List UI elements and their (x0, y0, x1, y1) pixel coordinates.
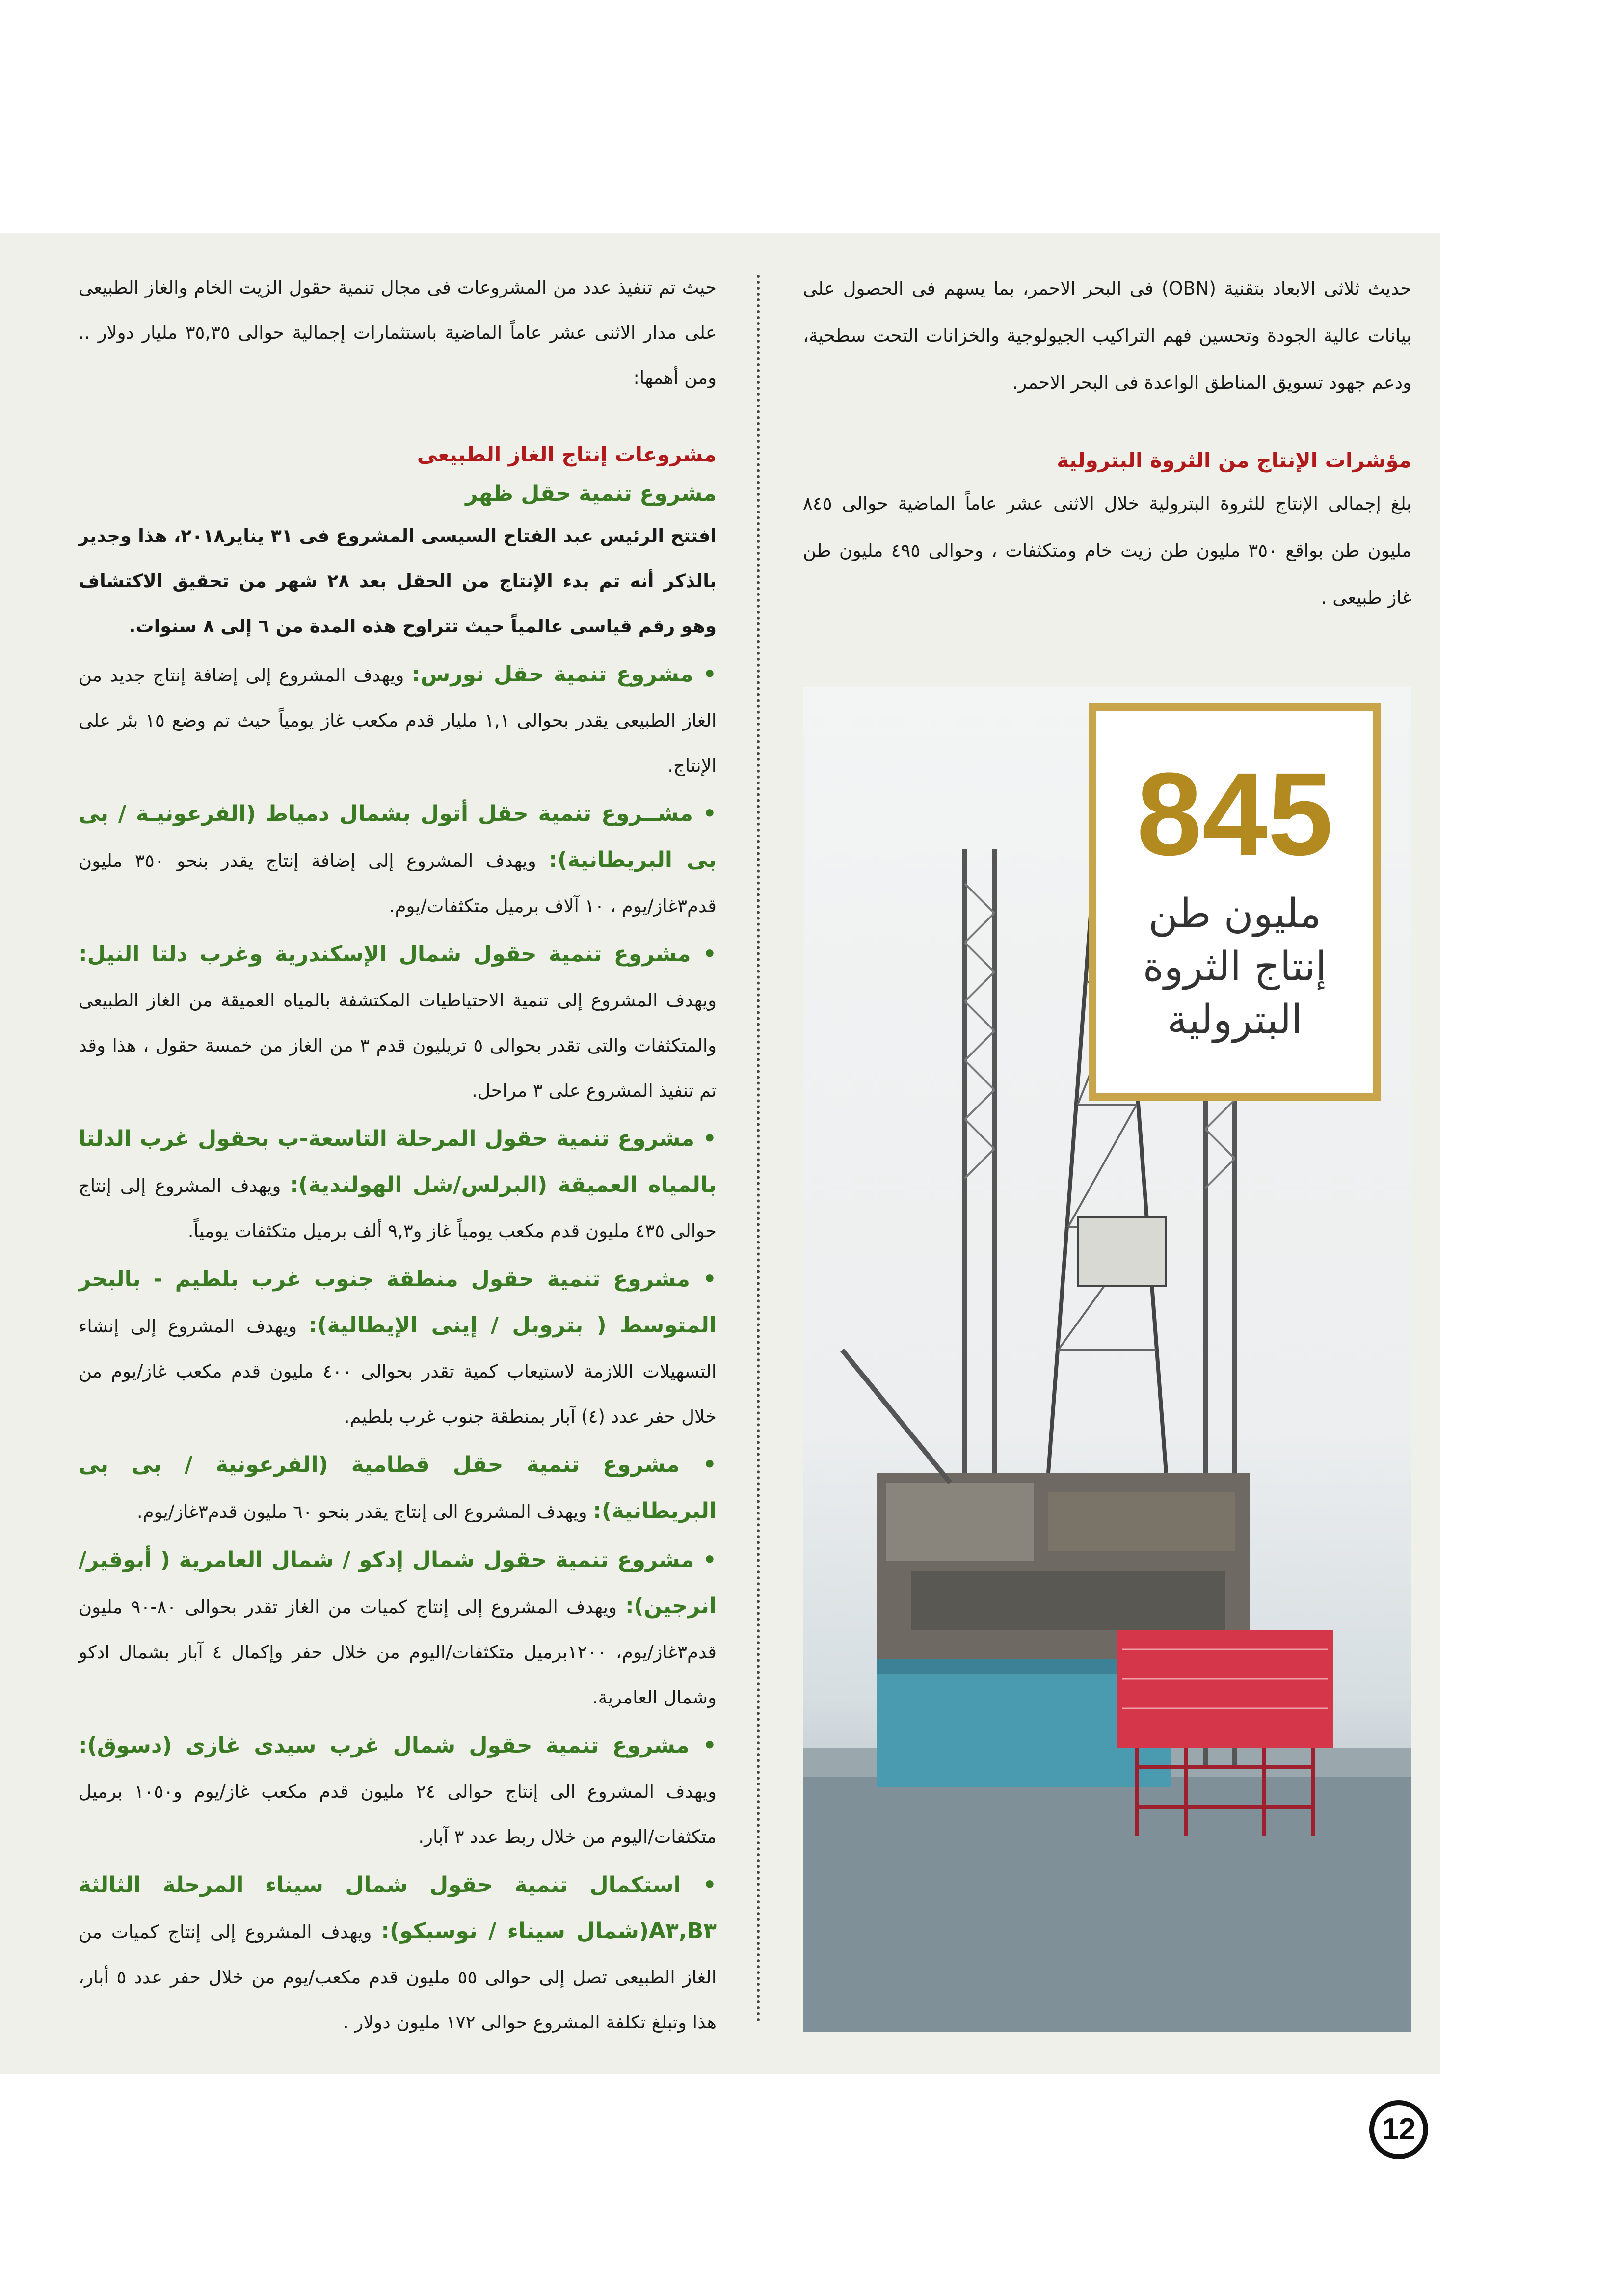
project-item (79, 1116, 717, 1254)
project-item (79, 1538, 717, 1720)
stat-line-1: مليون طن (1148, 891, 1322, 937)
project-title: • مشروع تنمية حقول شمال إدكو / شمال العامرية ( أبوقير/انرجين): (79, 1547, 717, 1619)
stat-line-2: إنتاج الثروة (1143, 944, 1327, 990)
right-intro-paragraph: حديث ثلاثى الابعاد بتقنية (OBN) فى البحر الاحمر، بما يسهم فى الحصول على بيانات عالية الجودة وتحسين فهم التراكيب الجيولوجية والخزانات التحت سطحية، ودعم جهود تسويق المناطق الواعدة فى البحر الاحمر. (803, 278, 1411, 393)
project-text: ويهدف المشروع إلى إنتاج كميات من الغاز الطبيعى تصل إلى حوالى ٥٥ مليون قدم مكعب/يوم من خلال حفر عدد ٥ أبار، هذا وتبلغ تكلفة المشروع حوالى ١٧٢ مليون دولار . (79, 1921, 717, 2033)
project-title: • مشروع تنمية حقول منطقة جنوب غرب بلطيم - بالبحر المتوسط ( بتروبل / إينى الإيطالية): (79, 1267, 717, 1338)
project-text: ويهدف المشروع الى إنتاج حوالى ٢٤ مليون قدم مكعب غاز/يوم و١٠٥٠ برميل متكثفات/اليوم من خلال ربط عدد ٣ آبار. (79, 1781, 717, 1847)
project-text: ويهدف المشروع إلى إضافة إنتاج جديد من الغاز الطبيعى يقدر بحوالى ١,١ مليار قدم مكعب غاز يومياً حيث تم وضع ١٥ بئر على الإنتاج. (79, 665, 717, 776)
gas-projects-heading: مشروعات إنتاج الغاز الطبيعى (417, 442, 717, 466)
left-intro-paragraph: حيث تم تنفيذ عدد من المشروعات فى مجال تنمية حقول الزيت الخام والغاز الطبيعى على مدار الاثنى عشر عاماً الماضية باستثمارات إجمالية حوالى ٣٥,٣٥ مليار دولار .. ومن أهمها: (79, 277, 717, 388)
column-divider (757, 275, 760, 2023)
project-item (79, 1863, 717, 2045)
project-item (79, 652, 717, 788)
stat-line-3: البترولية (1167, 997, 1303, 1043)
production-indicators-heading: مؤشرات الإنتاج من الثروة البترولية (1057, 448, 1411, 472)
page-number: 12 (1369, 2100, 1428, 2159)
project-text: ويهدف المشروع إلى إنتاج كميات من الغاز تقدر بحوالى ٨٠-٩٠ مليون قدم٣غاز/يوم، ١٢٠٠برميل متكثفات/اليوم من خلال حفر وإكمال ٤ آبار بشمال ادكو وشمال العامرية. (79, 1596, 717, 1708)
project-title: • مشروع تنمية حقل نورس: (412, 662, 717, 687)
project-text: ويهدف المشروع إلى إضافة إنتاج يقدر بنحو ٣٥٠ مليون قدم٣غاز/يوم ، ١٠ آلاف برميل متكثفات/يوم. (79, 850, 717, 917)
project-item (79, 932, 717, 1113)
stat-caption (1096, 888, 1373, 1047)
project-title: • مشــروع تنمية حقل أتول بشمال دمياط (الفرعونيـة / بى بى البريطانية): (79, 801, 717, 872)
project-title: • مشروع تنمية حقول شمال الإسكندرية وغرب دلتا النيل: (79, 942, 717, 967)
production-paragraph: بلغ إجمالى الإنتاج للثروة البترولية خلال الاثنى عشر عاماً الماضية حوالى ٨٤٥ مليون طن بواقع ٣٥٠ مليون طن زيت خام ومتكثفات ، وحوالى ٤٩٥ مليون طن غاز طبيعى . (803, 493, 1412, 608)
right-column (803, 265, 1411, 621)
zohr-paragraph: افتتح الرئيس عبد الفتاح السيسى المشروع فى ٣١ يناير٢٠١٨، هذا وجدير بالذكر أنه تم بدء الإنتاج من الحقل بعد ٢٨ شهر من تحقيق الاكتشاف وهو رقم قياسى عالمياً حيث تتراوح هذه المدة من ٦ إلى ٨ سنوات. (79, 525, 717, 637)
project-title: • مشروع تنمية حقول المرحلة التاسعة-ب بحقول غرب الدلتا بالمياه العميقة (البرلس/شل الهولندية): (79, 1126, 717, 1197)
stat-box (1089, 703, 1381, 1101)
stat-number: 845 (1136, 748, 1333, 880)
project-text: ويهدف المشروع إلى تنمية الاحتياطيات المكتشفة بالمياه العميقة من الغاز الطبيعى والمتكثفات والتى تقدر بحوالى ٥ تريليون قدم ٣ من الغاز من خمسة حقول ، هذا وقد تم تنفيذ المشروع على ٣ مراحل. (79, 990, 717, 1101)
project-title: • استكمال تنمية حقول شمال سيناء المرحلة الثالثة B٣,A٣(شمال سيناء / نوسبكو): (79, 1872, 717, 1944)
project-item (79, 1442, 717, 1535)
project-text: ويهدف المشروع الى إنتاج يقدر بنحو ٦٠ مليون قدم٣غاز/يوم. (136, 1501, 593, 1522)
left-column (79, 265, 717, 2045)
project-item (79, 791, 717, 929)
project-text: ويهدف المشروع إلى إنتاج حوالى ٤٣٥ مليون قدم مكعب يومياً غاز و٩,٣ ألف برميل متكثفات يومياً. (79, 1175, 717, 1242)
project-text: ويهدف المشروع إلى إنشاء التسهيلات اللازمة لاستيعاب كمية تقدر بحوالى ٤٠٠ مليون قدم مكعب غاز/يوم من خلال حفر عدد (٤) آبار بمنطقة جنوب غرب بلطيم. (79, 1316, 717, 1427)
zohr-subheading: مشروع تنمية حقل ظهر (465, 481, 717, 506)
project-title: • مشروع تنمية حقل قطامية (الفرعونية / بى بى البريطانية): (79, 1452, 717, 1523)
project-title: • مشروع تنمية حقول شمال غرب سيدى غازى (دسوق): (79, 1733, 717, 1758)
project-item (79, 1257, 717, 1439)
project-item (79, 1723, 717, 1860)
